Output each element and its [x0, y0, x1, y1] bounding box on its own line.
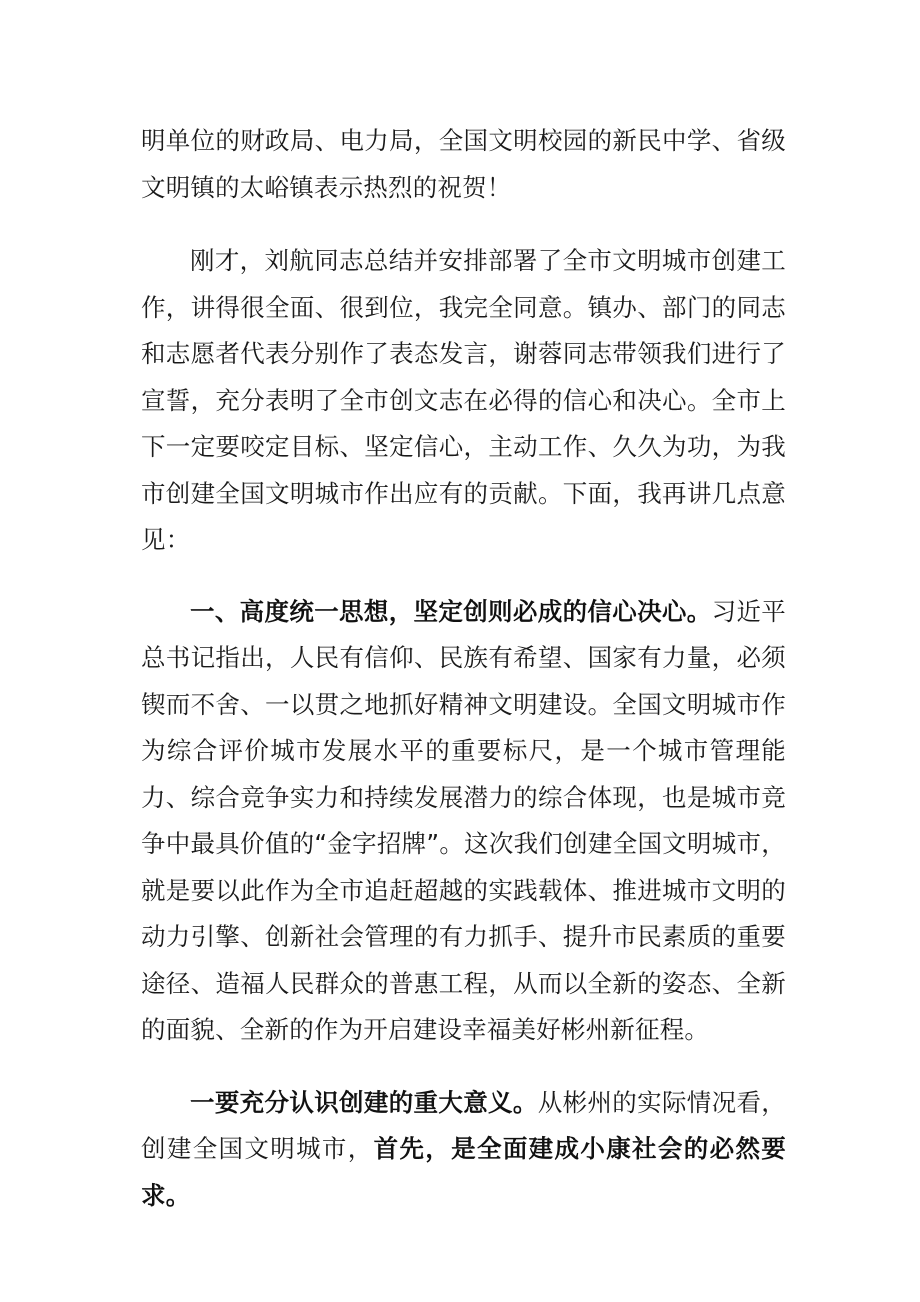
paragraph-1-text: 明单位的财政局、电力局，全国文明校园的新民中学、省级文明镇的太峪镇表示热烈的祝贺！	[141, 126, 786, 202]
paragraph-2	[141, 238, 786, 564]
paragraph-4-bold-tail: 首先，是全面建成小康社会的必然要求。	[141, 1134, 786, 1210]
sub-heading-1: 一要充分认识创建的重大意义。	[190, 1087, 538, 1117]
paragraph-3-text: 习近平总书记指出，人民有信仰、民族有希望、国家有力量，必须锲而不舍、一以贯之地抓好精神文明建设。全国文明城市作为综合评价城市发展水平的重要标尺，是一个城市管理能力、综合竞争实力和持续发展潜力的综合体现，也是城市竞争中最具价值的“金字招牌”。这次我们创建全国文明城市，就是要以此作为全市追赶超越的实践载体、推进城市文明的动力引擎、创新社会管理的有力抓手、提升市民素质的重要途径、造福人民群众的普惠工程，从而以全新的姿态、全新的面貌、全新的作为开启建设幸福美好彬州新征程。	[141, 596, 786, 1044]
document-body	[141, 118, 786, 1246]
paragraph-4-text: 从彬州的实际情况看，创建全国文明城市，	[141, 1087, 786, 1163]
paragraph-1	[141, 118, 786, 211]
paragraph-3	[141, 589, 786, 1054]
section-heading-1: 一、高度统一思想，坚定创则必成的信心决心。	[190, 596, 712, 626]
paragraph-4	[141, 1080, 786, 1220]
paragraph-2-text: 刚才，刘航同志总结并安排部署了全市文明城市创建工作，讲得很全面、很到位，我完全同意。镇办、部门的同志和志愿者代表分别作了表态发言，谢蓉同志带领我们进行了宣誓，充分表明了全市创文志在必得的信心和决心。全市上下一定要咬定目标、坚定信心，主动工作、久久为功，为我市创建全国文明城市作出应有的贡献。下面，我再讲几点意见：	[141, 246, 786, 554]
